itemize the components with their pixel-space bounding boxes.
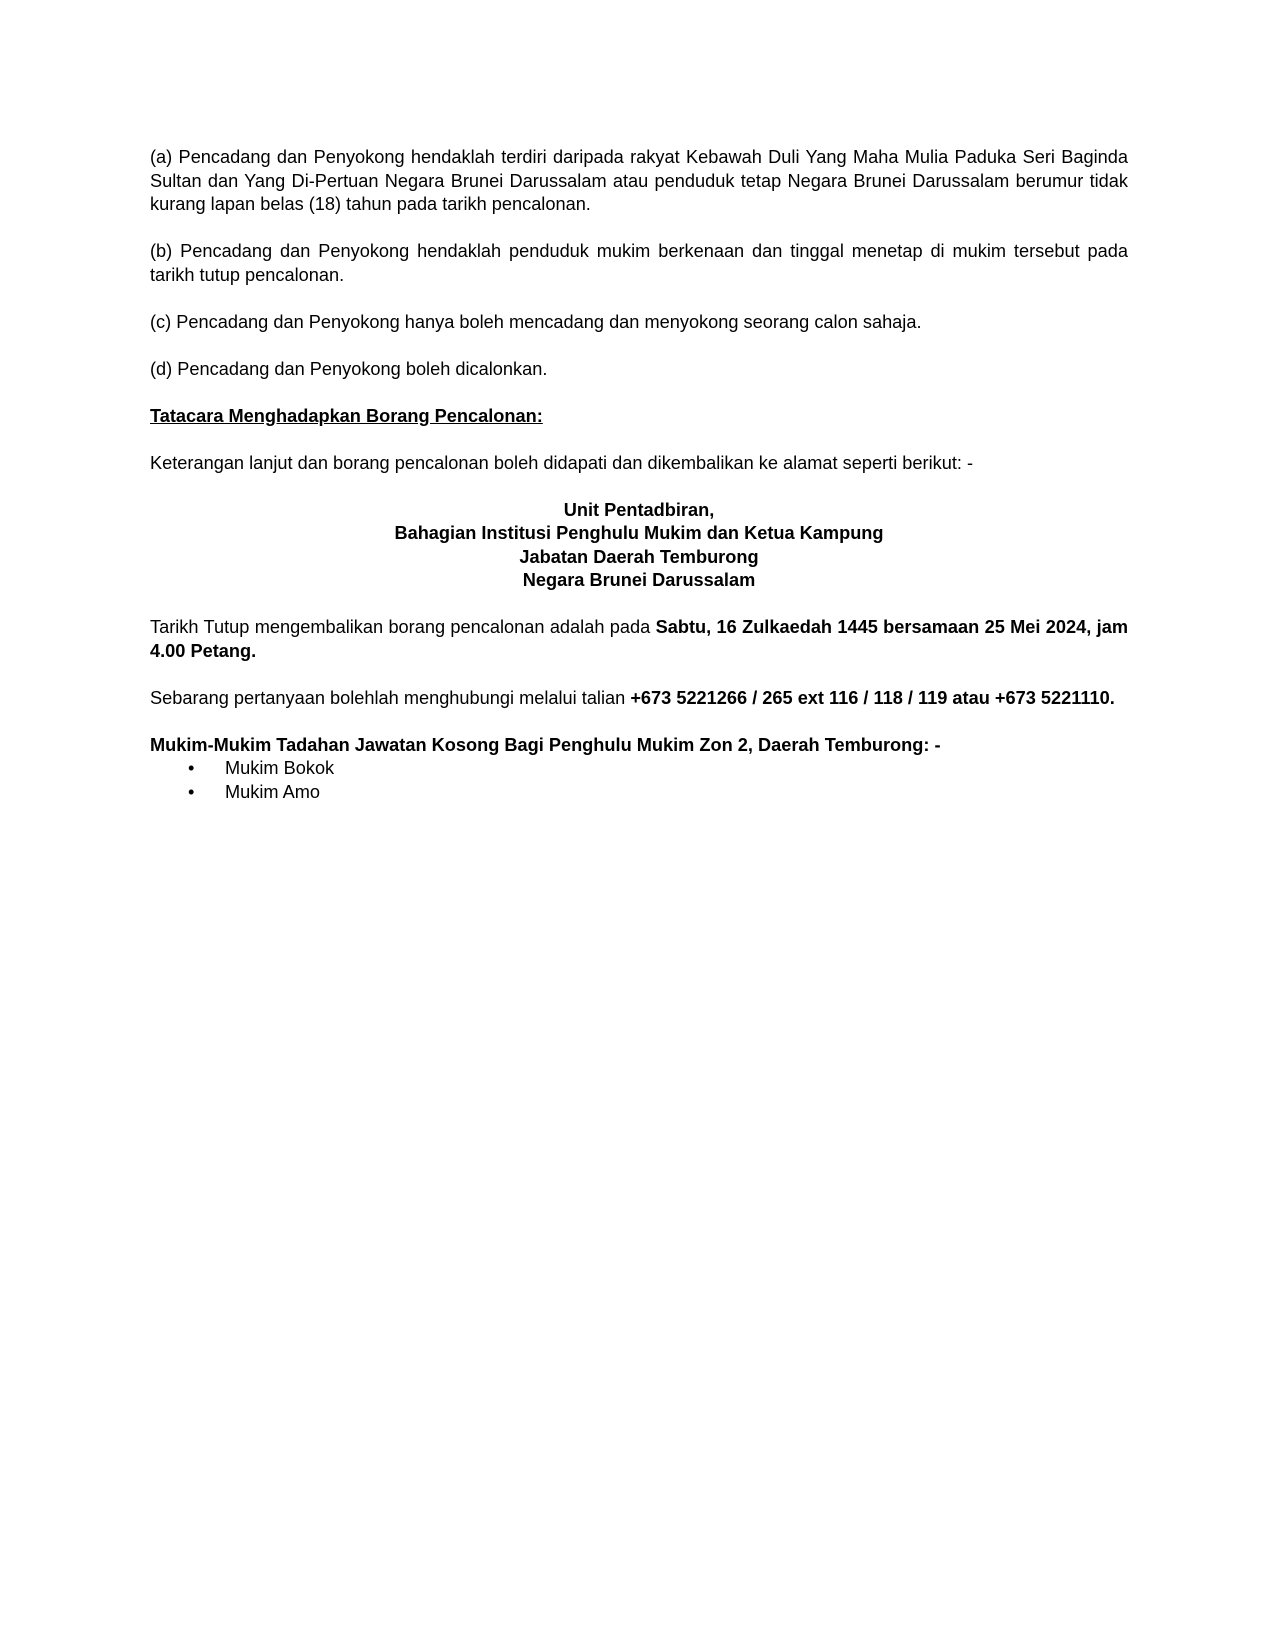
list-item — [150, 757, 1128, 781]
address-line-4: Negara Brunei Darussalam — [522, 570, 756, 590]
enquiry-prefix: Sebarang pertanyaan bolehlah menghubungi melalui talian — [150, 687, 631, 708]
paragraph-a: (a) Pencadang dan Penyokong hendaklah terdiri daripada rakyat Kebawah Duli Yang Maha Mulia Paduka Seri Baginda Sultan dan Yang Di-Pertuan Negara Brunei Darussalam atau penduduk tetap Negara Brunei Darussalam berumur tidak kurang lapan belas (18) tahun pada tarikh pencalonan. — [150, 147, 1128, 214]
list-item-label: Mukim Bokok — [225, 758, 335, 778]
document-page — [150, 146, 1128, 804]
address-block — [150, 499, 1128, 593]
closing-date-value: Sabtu, 16 Zulkaedah 1445 bersamaan 25 Mei 2024, jam 4.00 Petang. — [150, 617, 1129, 661]
enquiry-phones: +673 5221266 / 265 ext 116 / 118 / 119 atau +673 5221110. — [630, 687, 1115, 708]
mukim-list-heading: Mukim-Mukim Tadahan Jawatan Kosong Bagi Penghulu Mukim Zon 2, Daerah Temburong: - — [150, 734, 941, 755]
address-line-1: Unit Pentadbiran, — [563, 499, 715, 520]
address-line-3: Jabatan Daerah Temburong — [519, 546, 759, 567]
paragraph-b: (b) Pencadang dan Penyokong hendaklah penduduk mukim berkenaan dan tinggal menetap di mukim tersebut pada tarikh tutup pencalonan. — [150, 241, 1128, 285]
closing-date-prefix: Tarikh Tutup mengembalikan borang pencalonan adalah pada — [150, 617, 656, 637]
list-item-label: Mukim Amo — [225, 781, 320, 802]
paragraph-d: (d) Pencadang dan Penyokong boleh dicalonkan. — [150, 358, 548, 379]
procedure-heading: Tatacara Menghadapkan Borang Pencalonan: — [150, 405, 543, 426]
procedure-intro: Keterangan lanjut dan borang pencalonan boleh didapati dan dikembalikan ke alamat seperti berikut: - — [150, 452, 974, 473]
mukim-list — [150, 757, 1128, 804]
closing-date-paragraph — [150, 616, 1128, 663]
address-line-2: Bahagian Institusi Penghulu Mukim dan Ketua Kampung — [394, 523, 884, 543]
bullet-icon: • — [188, 758, 195, 778]
enquiry-paragraph — [150, 687, 1128, 711]
paragraph-c: (c) Pencadang dan Penyokong hanya boleh mencadang dan menyokong seorang calon sahaja. — [150, 311, 922, 332]
bullet-icon: • — [188, 781, 195, 802]
list-item — [150, 781, 1128, 805]
